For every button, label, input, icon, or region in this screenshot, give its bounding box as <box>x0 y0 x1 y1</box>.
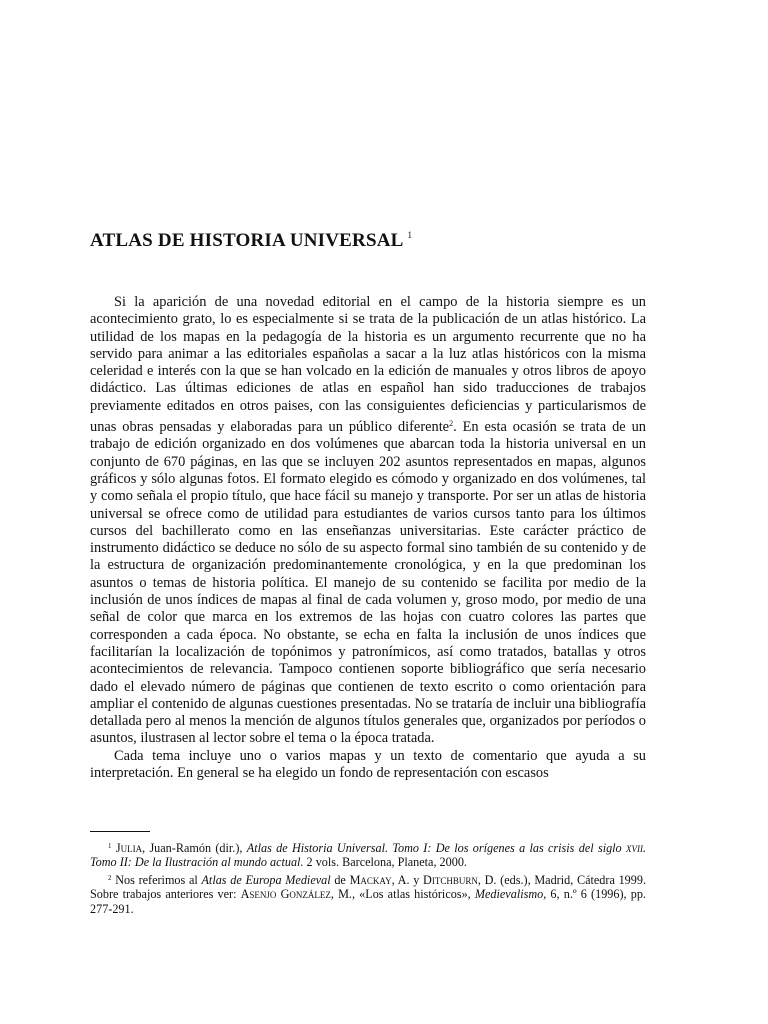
paragraph <box>90 294 646 748</box>
footnote <box>90 839 646 870</box>
footnote-reference: 1 <box>407 230 413 240</box>
book-title: Atlas de Europa Medieval <box>201 872 331 887</box>
footnote <box>90 871 646 916</box>
author-name: Mackay <box>349 872 392 887</box>
page-title <box>90 230 412 252</box>
footnote-reference: 2 <box>449 419 454 429</box>
footnote-text: 6, n.º 6 (1996), pp. 277-291. <box>90 887 646 916</box>
footnote-text: Nos referimos al <box>115 872 202 887</box>
paragraph-text: . En esta ocasión se trata de un trabajo de edición organizado en dos volúmenes que abarcan toda la historia universal en un conjunto de 670 páginas, en las que se incluyen 202 asuntos representados en mapas, algunos gráficos y sólo algunas fotos. El formato elegido es cómodo y organizado en dos volúmenes, tal y como señala el propio título, que hace fácil su manejo y transporte. Por ser un atlas de historia universal se ofrece como de utilidad para estudiantes de varios cursos tanto para los últimos cursos del bachillerato como en las enseñanzas universitarias. Este carácter práctico de instrumento didáctico se deduce no sólo de su aspecto formal sino también de su contenido y de la estructura de organización predominantemente cronológica, y en la que predominan los asuntos o temas de historia política. El manejo de su contenido se facilita por medio de la inclusión de unos índices de mapas al final de cada volumen y, groso modo, por medio de una señal de color que marca en los extremos de las hojas con cuatro colores las partes que corresponden a cada época. No obstante, se echa en falta la inclusión de unos índices que facilitarían la localización de topónimos y patronímicos, así como tratados, batallas y otros acontecimientos de relevancia. Tampoco contienen soporte bibliográfico que sería necesario dado el elevado número de páginas que contienen de texto escrito o como orientación para ampliar el contenido de algunas cuestiones presentadas. No se trataría de incluir una bibliografía detallada pero al menos la mención de algunos títulos generales que, organizados por períodos o asuntos, ilustrasen al lector sobre el tema o la época tratada. <box>90 419 646 747</box>
footnotes <box>90 839 646 917</box>
body-text <box>90 294 646 782</box>
footnote-text: , A. y <box>391 872 424 887</box>
title-text: ATLAS DE HISTORIA UNIVERSAL <box>90 230 403 251</box>
footnote-text: , M., «Los atlas históricos», <box>330 887 475 902</box>
journal-title: Medievalismo, <box>474 887 547 902</box>
paragraph-text: Si la aparición de una novedad editorial en el campo de la historia siempre es un acontecimiento grato, lo es especialmente si se trata de la publicación de un atlas histórico. La utilidad de los mapas en la pedagogía de la historia es un argumento recurrente que no ha servido para animar a las editoriales españolas a sacar a la luz atlas históricos con la misma celeridad e interés con la que se han volcado en la edición de manuales y otros libros de apoyo didáctico. Las últimas ediciones de atlas en español han sido traducciones de trabajos previamente editados en otros paises, con las consiguientes deficiencias y particularismos de unas obras pensadas y elaboradas para un público diferente <box>90 294 646 436</box>
footnote-divider <box>90 831 150 832</box>
footnote-text: 2 vols. Barcelona, Planeta, 2000. <box>303 855 467 870</box>
footnote-text: , D. (eds.), Madrid, Cátedra 1999. Sobre trabajos anteriores ver: <box>90 872 646 902</box>
author-name: Julia <box>115 841 143 855</box>
footnote-mark: 2 <box>108 873 112 882</box>
book-title-text: Atlas de Historia Universal. Tomo I: De los orígenes a las crisis del siglo <box>246 841 626 855</box>
footnote-mark: 1 <box>108 842 112 850</box>
footnote-text: , Juan-Ramón (dir.), <box>142 841 247 855</box>
author-name: Ditchburn <box>423 872 478 887</box>
century-numeral: xvii <box>625 841 643 855</box>
book-title-text: . Tomo II: De la Ilustración al mundo actual. <box>90 841 647 870</box>
paragraph: Cada tema incluye uno o varios mapas y un texto de comentario que ayuda a su interpretación. En general se ha elegido un fondo de representación con escasos <box>90 747 646 782</box>
footnote-text: de <box>330 872 350 887</box>
author-name: Asenjo González <box>240 887 331 902</box>
